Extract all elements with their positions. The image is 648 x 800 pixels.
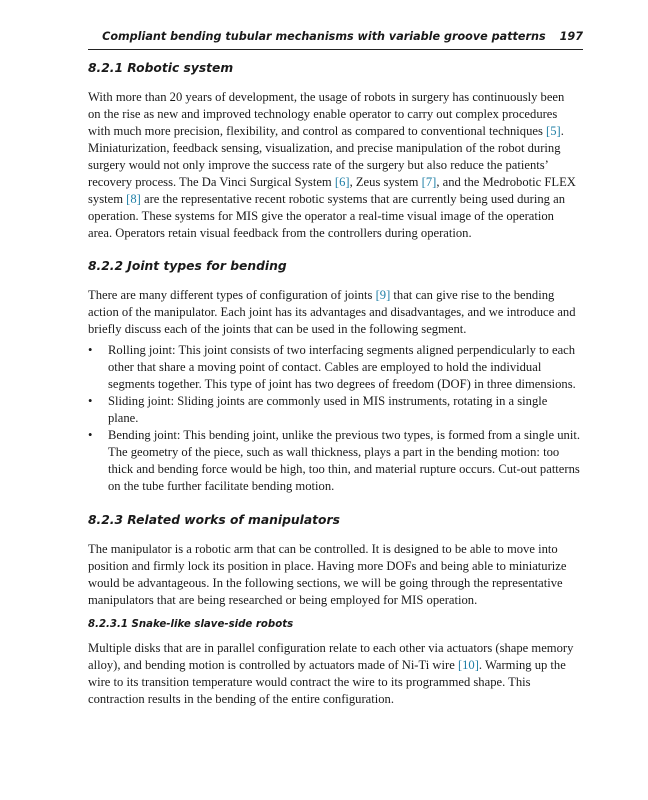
list-item-text: Rolling joint: This joint consists of two interfacing segments aligned perpendicularly to each other that share a moving point of contact. Cables are employed to hold the individual segments together. This type of joint has two degrees of freedom (DOF) in three dimensions. bbox=[108, 343, 576, 391]
section-heading-8-2-2: 8.2.2 Joint types for bending bbox=[88, 259, 287, 273]
text-run: . Miniaturization, feedback sensing, visualization, and precise manipulation of the robot during surgery would not only improve the success rate of the surgery but also reduce the patients’ recovery process. The Da Vinci Surgical System bbox=[88, 124, 564, 189]
text-run: are the representative recent robotic systems that are currently being used during an operation. These systems for MIS give the operator a real-time visual image of the operation area. Operators retain visual feedback from the controllers during operation. bbox=[88, 192, 566, 240]
citation-link[interactable]: [10] bbox=[457, 658, 479, 672]
bullet-glyph: • bbox=[88, 343, 93, 357]
running-title: Compliant bending tubular mechanisms with variable groove patterns bbox=[102, 30, 546, 43]
text-run: that can give rise to the bending action of the manipulator. Each joint has its advantages and disadvantages, and we introduce and briefly discuss each of the joints that can be used in the following segment. bbox=[88, 288, 576, 336]
list-item-text: Bending joint: This bending joint, unlike the previous two types, is formed from a single unit. The geometry of the piece, such as wall thickness, plays a part in the bending motion: too thick and bending force would be high, too thin, and material rupture occurs. Cut-out patterns on the tube further facilitate bending motion. bbox=[108, 428, 580, 493]
page-number: 197 bbox=[559, 30, 583, 43]
bullet-glyph: • bbox=[88, 428, 93, 442]
text-run: . Warming up the wire to its transition temperature would contract the wire to its programmed shape. This contraction results in the bending of the entire configuration. bbox=[88, 658, 566, 706]
text-run: , and the Medrobotic FLEX system bbox=[88, 175, 576, 206]
citation-link[interactable]: [7] bbox=[421, 175, 437, 189]
citation-link[interactable]: [5] bbox=[546, 124, 561, 138]
text-run: With more than 20 years of development, the usage of robots in surgery has continuously been on the rise as new and improved technology enable operator to carry out complex procedures with much more precision, flexibility, and control as compared to conventional techniques bbox=[88, 90, 565, 138]
bullet-glyph: • bbox=[88, 394, 93, 408]
section-heading-8-2-1: 8.2.1 Robotic system bbox=[88, 61, 234, 75]
paragraph-snake-like-robots bbox=[88, 640, 580, 708]
list-item bbox=[88, 342, 580, 393]
running-header bbox=[88, 30, 583, 43]
list-item-text: Sliding joint: Sliding joints are commonly used in MIS instruments, rotating in a single plane. bbox=[108, 394, 548, 425]
header-rule bbox=[88, 49, 583, 50]
page-body bbox=[88, 61, 580, 708]
list-item bbox=[88, 393, 580, 427]
list-item bbox=[88, 427, 580, 495]
citation-link[interactable]: [6] bbox=[334, 175, 350, 189]
text-run: Multiple disks that are in parallel configuration relate to each other via actuators (shape memory alloy), and bending motion is controlled by actuators made of Ni-Ti wire bbox=[88, 641, 574, 672]
citation-link[interactable]: [9] bbox=[375, 288, 391, 302]
section-heading-8-2-3: 8.2.3 Related works of manipulators bbox=[88, 513, 340, 527]
subsection-heading-8-2-3-1: 8.2.3.1 Snake-like slave-side robots bbox=[88, 619, 294, 630]
paragraph-joint-types bbox=[88, 287, 580, 338]
paragraph-related-works: The manipulator is a robotic arm that can be controlled. It is designed to be able to move into position and firmly lock its position in place. Having more DOFs and being able to miniaturize would be advantageous. In the following sections, we will be going through the representative manipulators that are being researched or being employed for MIS operation. bbox=[88, 542, 567, 607]
citation-link[interactable]: [8] bbox=[126, 192, 141, 206]
paragraph-robotic-system bbox=[88, 89, 580, 242]
text-run: , Zeus system bbox=[349, 175, 422, 189]
text-run: There are many different types of configuration of joints bbox=[88, 288, 376, 302]
joint-types-list bbox=[88, 342, 580, 495]
